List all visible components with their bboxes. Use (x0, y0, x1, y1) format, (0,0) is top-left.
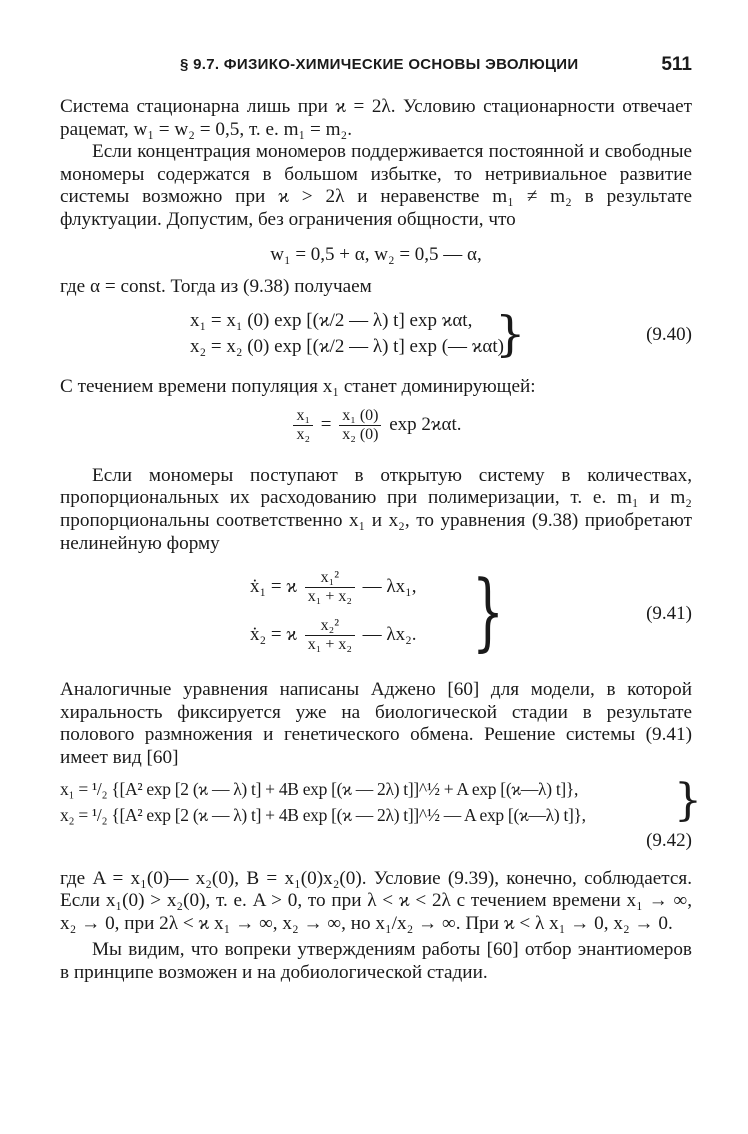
paragraph-conditions: где A = x₁(0)— x₂(0), B = x₁(0)x₂(0). Условие (9.39), конечно, соблюдается. Если x₁(0) > x₂(0), т. е. A > 0, то при λ < ϰ < 2λ с течением времени x₁ → ∞, x₂ → 0, при 2λ < ϰ x₁ → ∞, x₂ → ∞, но x₁/x₂ → ∞. При ϰ < λ x₁ → 0, x₂ → 0. (60, 867, 692, 934)
right-brace: } (472, 562, 505, 661)
eq941-l2-lhs: ẋ₂ = ϰ (250, 623, 297, 645)
paragraph-dominance: С течением времени популяция x₁ станет доминирующей: (60, 376, 536, 398)
eq941-l2-tail: — λx₂. (362, 623, 417, 645)
equation-9-41-number: (9.41) (646, 603, 692, 625)
equation-9-40-number: (9.40) (646, 324, 692, 346)
paragraph-open-system: Если мономеры поступают в открытую систему в количествах, пропорциональных их расходованию при полимеризации, т. е. m₁ и m₂ пропорциональны соответственно x₁ и x₂, то уравнения (9.38) приобретают нелинейную форму (60, 464, 692, 554)
paragraph-alpha-const: где α = const. Тогда из (9.38) получаем (60, 275, 372, 297)
page-body (60, 96, 702, 984)
ratio-lhs-denominator: x₂ (296, 425, 311, 443)
equation-9-40 (60, 306, 692, 363)
eq941-l1-frac (305, 569, 355, 606)
right-brace: } (495, 306, 526, 363)
equation-ratio (60, 407, 692, 449)
ratio-rhs-numerator: x₁ (0) (339, 407, 381, 426)
equation-9-42-line1: x₁ = ¹/₂ {[A² exp [2 (ϰ — λ) t] + 4B exp [(ϰ — 2λ) t]]^½ + A exp [(ϰ—λ) t]}, (60, 778, 579, 799)
equation-9-42-number: (9.42) (646, 829, 692, 851)
equals-sign: = (320, 413, 332, 435)
page-number: 511 (661, 54, 692, 75)
equation-9-42 (60, 774, 702, 852)
equation-9-42-line2: x₂ = ¹/₂ {[A² exp [2 (ϰ — λ) t] + 4B exp [(ϰ — 2λ) t]]^½ — A exp [(ϰ—λ) t]}, (60, 804, 586, 825)
ratio-lhs (293, 407, 313, 444)
eq941-l1-denominator: x₁ + x₂ (307, 588, 352, 606)
paragraph-conclusion: Мы видим, что вопреки утверждениям работы [60] отбор энантиомеров в принципе возможен и на добиологической стадии. (60, 939, 692, 983)
ratio-lhs-numerator: x₁ (293, 407, 313, 426)
paragraph-stationarity: Система стационарна лишь при ϰ = 2λ. Условию стационарности отвечает рацемат, w₁ = w₂ = 0,5, т. е. m₁ = m₂. (60, 96, 692, 140)
equation-9-40-line1: x₁ = x₁ (0) exp [(ϰ/2 — λ) t] exp ϰαt, (190, 310, 473, 332)
paragraph-monomers-constant: Если концентрация мономеров поддерживается постоянной и свободные мономеры содержатся в большом избытке, то нетривиальное развитие системы возможно при ϰ > 2λ и неравенстве m₁ ≠ m₂ в результате флуктуации. Допустим, без ограничения общности, что (60, 141, 692, 230)
equation-9-41-line2 (250, 617, 417, 654)
ratio-rhs (339, 407, 381, 444)
ratio-rhs-denominator: x₂ (0) (342, 425, 379, 443)
equation-w-values: w₁ = 0,5 + α, w₂ = 0,5 — α, (270, 243, 482, 265)
right-brace: } (674, 774, 702, 826)
eq941-l1-numerator: x₁² (305, 569, 355, 588)
equation-9-40-line2: x₂ = x₂ (0) exp [(ϰ/2 — λ) t] exp (— ϰαt) (190, 336, 504, 358)
section-title: § 9.7. ФИЗИКО-ХИМИЧЕСКИЕ ОСНОВЫ ЭВОЛЮЦИИ (180, 56, 579, 73)
eq941-l2-numerator: x₂² (305, 617, 355, 636)
paragraph-adjeno: Аналогичные уравнения написаны Аджено [60] для модели, в которой хиральность фиксируется уже на биологической стадии в результате полового размножения и генетического обмена. Решение системы (9.41) имеет вид [60] (60, 679, 692, 768)
running-header (60, 56, 692, 78)
eq941-l2-denominator: x₁ + x₂ (307, 636, 352, 654)
ratio-tail: exp 2ϰαt. (389, 413, 462, 435)
equation-9-41 (60, 562, 692, 663)
eq941-l1-lhs: ẋ₁ = ϰ (250, 575, 297, 597)
eq941-l2-frac (305, 617, 355, 654)
eq941-l1-tail: — λx₁, (362, 575, 417, 597)
equation-9-41-line1 (250, 569, 417, 606)
